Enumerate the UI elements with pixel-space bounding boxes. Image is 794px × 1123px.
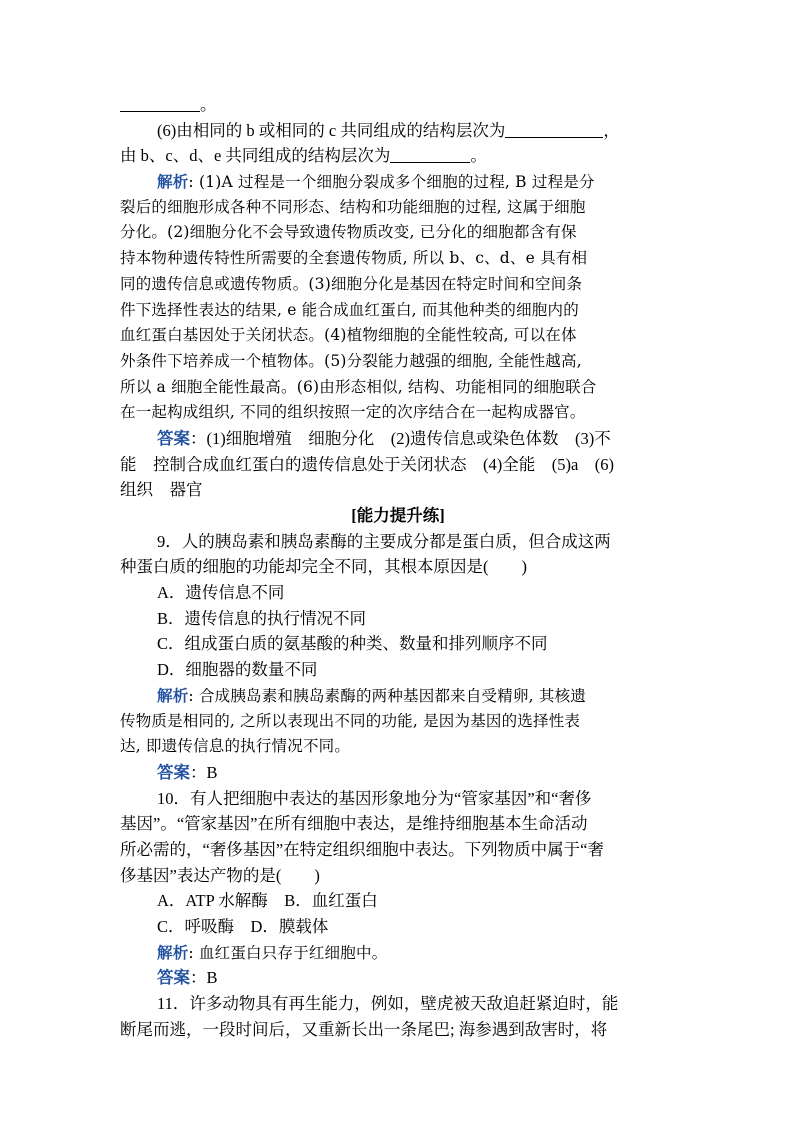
option-b: B．遗传信息的执行情况不同 <box>157 608 367 628</box>
q6-line-1: (6)由相同的 b 或相同的 c 共同组成的结构层次为 ， <box>157 120 620 140</box>
answer-line: 能 控制合成血红蛋白的遗传信息处于关闭状态 (4)全能 (5)a (6) <box>120 454 615 474</box>
analysis-line: 血红蛋白基因处于关闭状态。(4)植物细胞的全能性较高, 可以在体 <box>120 326 577 345</box>
question-9 <box>120 529 676 786</box>
answer-line: 答案：(1)细胞增殖 细胞分化 (2)遗传信息或染色体数 (3)不 <box>157 428 611 448</box>
option-line: A．ATP 水解酶 B．血红蛋白 <box>157 891 378 911</box>
question-10 <box>120 786 676 992</box>
question-stem-line: 基因”。“管家基因”在所有细胞中表达，是维持细胞基本生命活动 <box>120 814 588 834</box>
option-line: C．呼吸酶 D．膜载体 <box>157 917 329 936</box>
option-a: A．遗传信息不同 <box>157 583 285 603</box>
analysis-line: 解析: 血红蛋白只存于红细胞中。 <box>157 942 388 962</box>
analysis-line: 解析: (1)A 过程是一个细胞分裂成多个细胞的过程, B 过程是分 <box>157 172 595 192</box>
option-d: D．细胞器的数量不同 <box>157 660 318 680</box>
q5-answer-line: 。 <box>120 92 676 118</box>
analysis-label: 解析 <box>157 685 189 705</box>
question-stem-line: 11．许多动物具有再生能力，例如，壁虎被天敌追赶紧迫时，能 <box>157 994 619 1014</box>
question-stem-line: 9．人的胰岛素和胰岛素酶的主要成分都是蛋白质，但合成这两 <box>157 531 611 551</box>
analysis-line: 裂后的细胞形成各种不同形态、结构和功能细胞的过程, 这属于细胞 <box>120 197 586 216</box>
analysis-line: 所以 a 细胞全能性最高。(6)由形态相似, 结构、功能相同的细胞联合 <box>120 377 597 396</box>
analysis-label: 解析 <box>157 942 189 962</box>
analysis-label: 解析 <box>157 172 189 192</box>
answer-blank <box>120 95 200 112</box>
analysis-line: 达, 即遗传信息的执行情况不同。 <box>120 737 351 756</box>
answer-block <box>120 426 676 503</box>
analysis-line: 件下选择性表达的结果, e 能合成血红蛋白, 而其他种类的细胞内的 <box>120 300 579 319</box>
question-stem-line: 侈基因”表达产物的是( ) <box>120 865 320 885</box>
answer-line: 答案：B <box>157 762 218 782</box>
question-stem-line: 种蛋白质的细胞的功能却完全不同，其根本原因是( ) <box>120 557 527 577</box>
option-c: C．组成蛋白质的氨基酸的种类、数量和排列顺序不同 <box>157 634 548 654</box>
analysis-line: 持本物种遗传特性所需要的全套遗传物质, 所以 b、c、d、e 具有相 <box>120 249 588 268</box>
answer-label: 答案 <box>157 968 190 988</box>
analysis-line: 在一起构成组织, 不同的组织按照一定的次序结合在一起构成器官。 <box>120 403 586 422</box>
question-stem-line: 所必需的，“奢侈基因”在特定组织细胞中表达。下列物质中属于“奢 <box>120 839 604 859</box>
question-stem-line: 10．有人把细胞中表达的基因形象地分为“管家基因”和“奢侈 <box>157 788 592 808</box>
analysis-line: 外条件下培养成一个植物体。(5)分裂能力越强的细胞, 全能性越高, <box>120 351 582 370</box>
analysis-block <box>120 169 676 426</box>
question-stem-line: 断尾而逃，一段时间后，又重新长出一条尾巴; 海参遇到敌害时，将 <box>120 1019 608 1039</box>
answer-blank <box>390 146 470 163</box>
answer-line: 组织 器官 <box>120 480 203 500</box>
answer-label: 答案 <box>157 428 190 448</box>
analysis-line: 传物质是相同的, 之所以表现出不同的功能, 是因为基因的选择性表 <box>120 711 581 730</box>
question-11 <box>120 991 676 1042</box>
answer-blank <box>505 121 603 138</box>
q6-line-2: 由 b、c、d、e 共同组成的结构层次为 。 <box>120 146 487 166</box>
analysis-line: 分化。(2)细胞分化不会导致遗传物质改变, 已分化的细胞都含有保 <box>120 223 577 242</box>
analysis-line: 同的遗传信息或遗传物质。(3)细胞分化是基因在特定时间和空间条 <box>120 274 583 293</box>
section-title: [能力提升练] <box>351 506 445 525</box>
answer-line: 答案：B <box>157 968 218 988</box>
answer-label: 答案 <box>157 762 190 782</box>
analysis-line: 解析: 合成胰岛素和胰岛素酶的两种基因都来自受精卵, 其核遗 <box>157 685 587 705</box>
document-page <box>120 92 676 1042</box>
